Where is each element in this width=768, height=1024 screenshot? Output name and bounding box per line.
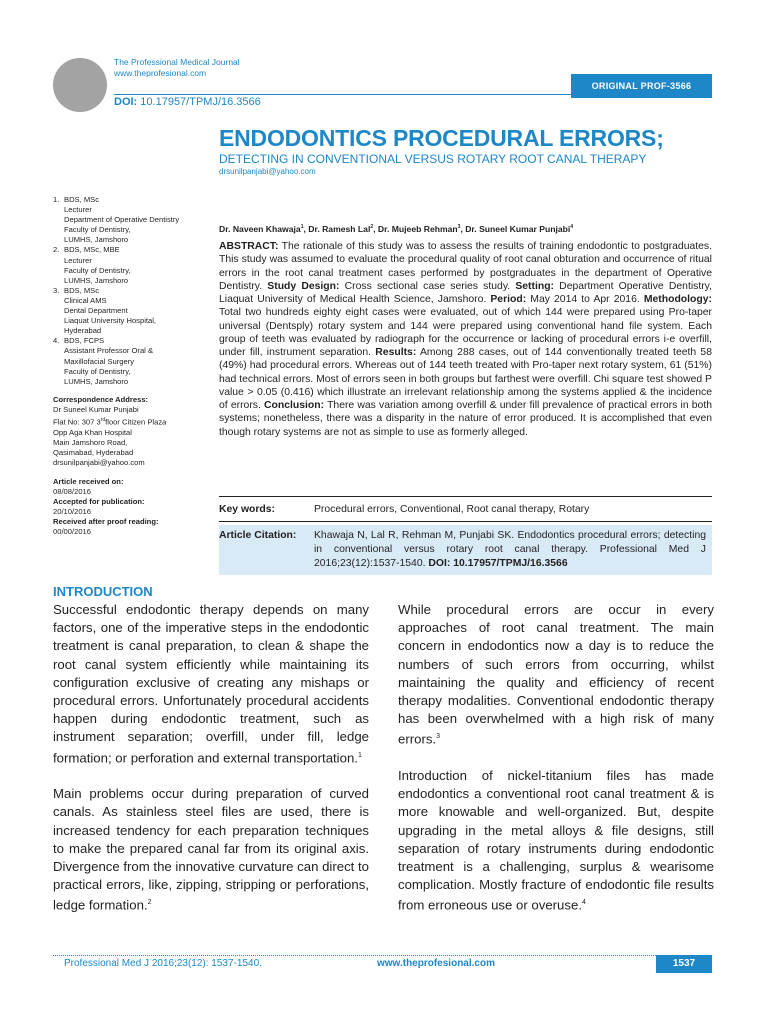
- citation-text: Khawaja N, Lal R, Rehman M, Punjabi SK. Endodontics procedural errors; detecting in conventional versus rotary root canal therapy. Professional Med J 2016;23(12):1537-1540. DOI: 10.17957/TPMJ/16.3566: [314, 530, 706, 569]
- author-list: Dr. Naveen Khawaja$^1$, Dr. Ramesh Lal$^2$, Dr. Mujeeb Rehman$^3$, Dr. Suneel Kumar Punjabi$^4$: [219, 224, 574, 234]
- affiliation-line: LUMHS, Jamshoro: [64, 376, 129, 386]
- study-design-text: Cross sectional case series study.: [339, 280, 516, 292]
- article-type-badge: ORIGINAL PROF-3566: [571, 74, 712, 98]
- affiliation-1: [53, 195, 213, 245]
- affiliation-number: 2.: [53, 245, 60, 255]
- proof-date: 00/00/2016: [53, 527, 92, 537]
- citation-doi[interactable]: DOI: 10.17957/TPMJ/16.3566: [428, 558, 568, 569]
- affiliation-line: LUMHS, Jamshoro: [64, 235, 129, 245]
- affiliation-line: Lecturer: [64, 255, 92, 265]
- section-heading-introduction: INTRODUCTION: [53, 584, 153, 599]
- paragraph: Successful endodontic therapy depends on many factors, one of the imperative steps in the endodontic treatment is canal preparation, to clean & shape the root canal system efficiently while maintaining its configuration exclusive of creating any mishaps or procedural errors. Unfortunately procedural accidents happen during endodontic treatment, such as instrument separation; overfill, under fill, ledge formation; or perforation and external transportation.$^1$: [53, 602, 369, 766]
- affiliation-line: Maxillofacial Surgery: [64, 356, 135, 366]
- conclusion-label: Conclusion:: [264, 400, 325, 411]
- methodology-label: Methodology:: [643, 294, 712, 305]
- footer-rule: [53, 955, 712, 956]
- results-label: Results:: [375, 347, 417, 358]
- journal-logo: [53, 58, 107, 112]
- paragraph: Introduction of nickel-titanium files has made endodontics a conventional root canal treatment & is more knowable and well-organized. But, despite upgrading in the metal alloys & file designs, still separation of rotary instruments during endodontic treatment is a challenging, surplus & wearisome complication. Mostly fracture of endodontic file results from erroneous use or overuse.$^4$: [398, 768, 714, 913]
- journal-header: [114, 57, 240, 79]
- doi-value: 10.17957/TPMJ/16.3566: [140, 96, 261, 108]
- footer-url[interactable]: www.theprofesional.com: [377, 958, 495, 969]
- page-number: 1537: [656, 955, 712, 973]
- author-affiliation-sup: 2: [370, 224, 374, 231]
- affiliation-line: LUMHS, Jamshoro: [64, 275, 129, 285]
- reference-marker[interactable]: 3: [436, 733, 441, 741]
- period-label: Period:: [490, 294, 527, 305]
- correspondence-email[interactable]: drsunilpanjabi@yahoo.com: [53, 457, 145, 467]
- affiliation-4: [53, 336, 213, 386]
- proof-label: Received after proof reading:: [53, 517, 159, 527]
- journal-name: The Professional Medical Journal: [114, 57, 240, 67]
- accepted-date: 20/10/2016: [53, 507, 92, 517]
- setting-text: Department Operative Dentistry, Liaquat University of Medical Health Science, Jamshoro.: [219, 280, 712, 305]
- conclusion-text: There was variation among overfill & under fill prevalence of practical errors in both systems; nonetheless, there was a disparity in the nature of error produced. It is accomplished that even though rotary systems are not as simple to use as formerly alleged.: [219, 400, 712, 438]
- author-affiliation-sup: 1: [300, 224, 304, 231]
- reference-marker[interactable]: 2: [147, 899, 152, 907]
- correspondence-line: Opp Aga Khan Hospital: [53, 427, 132, 437]
- affiliation-line: Faculty of Dentistry,: [64, 366, 131, 376]
- divider: [219, 496, 712, 497]
- correspondence-line: Qasimabad, Hyderabad: [53, 447, 134, 457]
- affiliation-3: [53, 286, 213, 336]
- article-dates: [53, 477, 213, 538]
- accepted-label: Accepted for publication:: [53, 497, 145, 507]
- author-sidebar: [53, 195, 213, 538]
- author-name: Dr. Mujeeb Rehman: [377, 224, 458, 234]
- abstract-text: The rationale of this study was to assess the results of training endodontic to postgraduates. This study was assumed to evaluate the procedural quality of root canal obturation and occurrence of ritual errors in the root canal treatment cases performed by postgraduates in the department of Operative Dentistry.: [219, 241, 712, 292]
- affiliation-degree: BDS, MSc: [64, 285, 100, 295]
- author-name: Dr. Naveen Khawaja: [219, 224, 301, 234]
- article-citation-box: [219, 525, 712, 575]
- correspondence-line: Flat No: 307 3rdfloor Citizen Plaza: [53, 416, 167, 427]
- correspondence-line: Main Jamshoro Road,: [53, 437, 128, 447]
- affiliation-line: Assistant Professor Oral &: [64, 346, 154, 356]
- reference-marker[interactable]: 1: [357, 751, 362, 759]
- affiliation-number: 1.: [53, 195, 60, 204]
- affiliation-list: [53, 195, 213, 387]
- abstract: [219, 240, 712, 439]
- article-title: ENDODONTICS PROCEDURAL ERRORS;: [219, 125, 664, 151]
- affiliation-degree: BDS, MSc, MBE: [64, 245, 120, 255]
- affiliation-line: Dental Department: [64, 306, 128, 316]
- correspondence-address: [53, 395, 213, 468]
- journal-url[interactable]: www.theprofesional.com: [114, 68, 207, 78]
- setting-label: Setting:: [515, 280, 554, 292]
- affiliation-line: Liaquat University Hospital,: [64, 316, 157, 326]
- doi-label: DOI:: [114, 96, 138, 108]
- affiliation-line: Hyderabad: [64, 326, 102, 336]
- affiliation-degree: BDS, MSc: [64, 195, 100, 204]
- affiliation-line: Department of Operative Dentistry: [64, 215, 180, 225]
- article-subtitle: DETECTING IN CONVENTIONAL VERSUS ROTARY ROOT CANAL THERAPY: [219, 152, 647, 166]
- affiliation-number: 3.: [53, 285, 60, 295]
- correspondence-heading: Correspondence Address:: [53, 394, 149, 404]
- doi-line[interactable]: [114, 96, 261, 108]
- abstract-label: ABSTRACT:: [219, 241, 279, 252]
- author-name: Dr. Ramesh Lal: [308, 224, 371, 234]
- paragraph: While procedural errors are occur in every approaches of root canal treatment. The main concern in endodontics now a day is to reduce the numbers of such errors from occurring, whilst maintaining the quality and efficiency of recent therapy modalities. Conventional endodontic therapy has been overwhelmed with a high risk of many errors.$^3$: [398, 602, 714, 747]
- methodology-text: Total two hundreds eighty eight cases were evaluated, out of which 144 were prepared using Pro-taper universal (Dentsply) rotary system and 144 were prepared using conventional hand file system. Each group of teeth was evaluated by radiograph for the occurrence or lacking of procedural errors i-e overfill, under fill, instrument separation.: [219, 307, 712, 358]
- paragraph: Main problems occur during preparation of curved canals. As stainless steel files are used, there is increased tendency for each preparation techniques to make the prepared canal far from its original axis. Divergence from the innovative curvature can direct to practical errors, like, zipping, stripping or perforations, ledge formation.$^2$: [53, 786, 369, 913]
- divider: [219, 521, 712, 522]
- keywords-text: Procedural errors, Conventional, Root canal therapy, Rotary: [314, 504, 590, 515]
- affiliation-2: [53, 245, 213, 285]
- study-design-label: Study Design:: [267, 280, 340, 292]
- affiliation-line: Faculty of Dentistry,: [64, 225, 131, 235]
- citation-label: Article Citation:: [219, 530, 297, 541]
- affiliation-line: Faculty of Dentistry,: [64, 265, 131, 275]
- body-column-right: [398, 601, 714, 915]
- author-name: Dr. Suneel Kumar Punjabi: [465, 224, 571, 234]
- period-text: May 2014 to Apr 2016.: [526, 294, 644, 305]
- received-label: Article received on:: [53, 476, 124, 486]
- keywords: [219, 504, 589, 515]
- results-text: Among 288 cases, out of 144 conventionally treated teeth 58 (49%) had procedural errors. Whereas out of 144 teeth treated with Pro-taper next rotary system, 61 (51%) had technical errors. Most of errors seen in both groups but farthest were overfill. Chi square test showed P value > 0.05 (0.416) which illustrate an irrelevant relationship among the systems applied & the incidence of errors.: [219, 347, 712, 411]
- footer-journal-ref: Professional Med J 2016;23(12): 1537-1540.: [64, 958, 262, 969]
- author-affiliation-sup: 4: [570, 224, 574, 231]
- reference-marker[interactable]: 4: [581, 899, 586, 907]
- correspondence-line: Dr Suneel Kumar Punjabi: [53, 404, 139, 414]
- affiliation-degree: BDS, FCPS: [64, 336, 105, 346]
- corresponding-email[interactable]: drsunilpanjabi@yahoo.com: [219, 167, 316, 176]
- received-date: 08/08/2016: [53, 487, 92, 497]
- affiliation-line: Clinical AMS: [64, 295, 107, 305]
- affiliation-number: 4.: [53, 336, 60, 346]
- affiliation-line: Lecturer: [64, 205, 92, 215]
- body-column-left: [53, 601, 369, 915]
- keywords-label: Key words:: [219, 504, 276, 515]
- author-affiliation-sup: 3: [457, 224, 461, 231]
